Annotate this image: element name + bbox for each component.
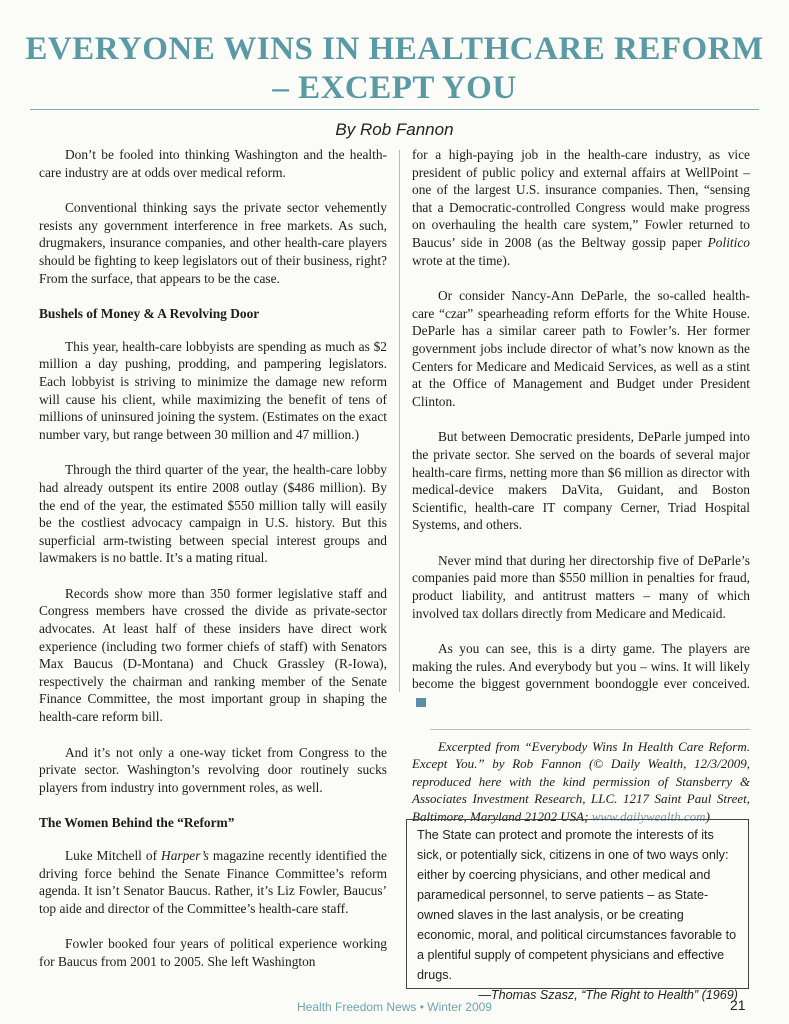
paragraph: Don’t be fooled into thinking Washington and the health-care industry are at odds over medical reform. [39,147,387,180]
paragraph: Conventional thinking says the private sector vehemently resists any government interference in free markets. As such, drugmakers, insurance companies, and other health-care players should be fighting to keep legislators out of their business, right? From the surface, that appears to be the case. [39,200,387,286]
paragraph [412,146,750,269]
title-line-2: – EXCEPT YOU [272,70,517,106]
article-title [20,30,769,108]
excerpt-credit [412,738,750,826]
paragraph: This year, health-care lobbyists are spending as much as $2 million a day pushing, prodding, and pampering legislators. Each lobbyist is striving to minimize the damage new reform will cause his client, while maximizing the benefit of tens of millions of uninsured joining the system. (Estimates on the exact number vary, but range between 30 million and 47 million.) [39,338,387,442]
paragraph: Through the third quarter of the year, the health-care lobby had already outspent its entire 2008 outlay ($486 million). By the end of the year, the estimated $550 million tally will easily be the costliest advocacy campaign in U.S. history. But this superficial arm-twisting between special interest groups and lawmakers is no battle. It’s a mating ritual. [39,462,387,566]
title-line-1: EVERYONE WINS IN HEALTHCARE REFORM [25,31,764,67]
quote-text: The State can protect and promote the interests of its sick, or potentially sick, citizens in one of two ways only: either by coercing physicians, and other medical and paramedical personnel, to serve patients – as State-owned slaves in the last analysis, or be creating economic, moral, and political circumstances favorable to a plentiful supply of competent physicians and effective drugs. [417,828,737,982]
title-divider [30,109,759,110]
paragraph: But between Democratic presidents, DeParle jumped into the private sector. She served on the boards of several major health-care firms, netting more than $6 million as director with medical-device makers DaVita, Guidant, and Boston Scientific, health-care IT company Cerner, Triad Hospital Systems, and others. [412,429,750,533]
paragraph: Fowler booked four years of political experience working for Baucus from 2001 to 2005. She left Washington [39,936,387,969]
byline: By Rob Fannon [335,120,454,139]
text: ) [705,808,710,824]
magazine-name: Harper’s [161,848,209,863]
quote-box [406,819,749,1002]
paragraph: Never mind that during her directorship five of DeParle’s companies paid more than $550 million in penalties for fraud, product liability, and antitrust matters – many of which involved tax dollars directly from Medicare and Medicaid. [412,552,750,621]
paragraph [39,847,387,917]
left-column [39,146,387,989]
text: for a high-paying job in the health-care industry, as vice president of public policy and external affairs at WellPoint – one of the largest U.S. insurance companies. Then, “sensing that a Democratic-controlled Congress would make progress on overhauling the health care system,” Fowler returned to Baucus’ side in 2008 (as the Beltway gossip paper [412,147,750,250]
paragraph: And it’s not only a one-way ticket from Congress to the private sector. Washington’s revolving door routinely sucks players from industry into government roles, as well. [39,744,387,795]
page-number: 21 [730,997,746,1013]
source-link[interactable]: www.dailywealth.com [591,808,706,824]
paragraph [412,640,750,710]
text: As you can see, this is a dirty game. The players are making the rules. And everybody but you – wins. It will likely become the biggest government boondoggle ever conceived. [412,641,750,692]
column-divider [399,150,400,692]
text: Excerpted from “Everybody Wins In Health Care Reform. Except You.” by Rob Fannon (© Daily Wealth, 12/3/2009, reproduced here with the kind permission of Stansberry & Associates Investment Research, LLC. 1217 Saint Paul Street, Baltimore, Maryland 21202 USA; [412,738,750,824]
text: magazine recently identified the driving force behind the Senate Finance Committee’s reform agenda. It isn’t Senator Baucus. Rather, it’s Liz Fowler, Baucus’ top aide and director of the Committee’s health-care staff. [39,848,387,916]
text: Luke Mitchell of [65,848,162,863]
paragraph: Records show more than 350 former legislative staff and Congress members have crossed the divide as private-sector advocates. At least half of these insiders have direct work experience (including two former chiefs of staff) with Senators Max Baucus (D-Montana) and Chuck Grassley (R-Iowa), respectively the chairman and ranking member of the Senate Finance Committee, the most important group in shaping the health-care reform bill. [39,585,387,725]
text: wrote at the time). [412,252,511,268]
section-heading: Bushels of Money & A Revolving Door [39,306,260,322]
quote-attribution: —Thomas Szasz, “The Right to Health” (1969) [478,988,738,1002]
excerpt-divider [430,729,750,730]
footer-publication: Health Freedom News • Winter 2009 [297,1000,492,1014]
paragraph: Or consider Nancy-Ann DeParle, the so-called health-care “czar” spearheading reform efforts for the White House. DeParle has a similar career path to Fowler’s. Her former government jobs include director of what’s now known as the Centers for Medicare and Medicaid Services, as well as a stint at the Office of Management and Budget under President Clinton. [412,288,750,409]
section-heading: The Women Behind the “Reform” [39,815,235,831]
publication-name: Politico [707,234,750,250]
end-of-article-icon [416,698,426,707]
right-column [412,146,750,843]
